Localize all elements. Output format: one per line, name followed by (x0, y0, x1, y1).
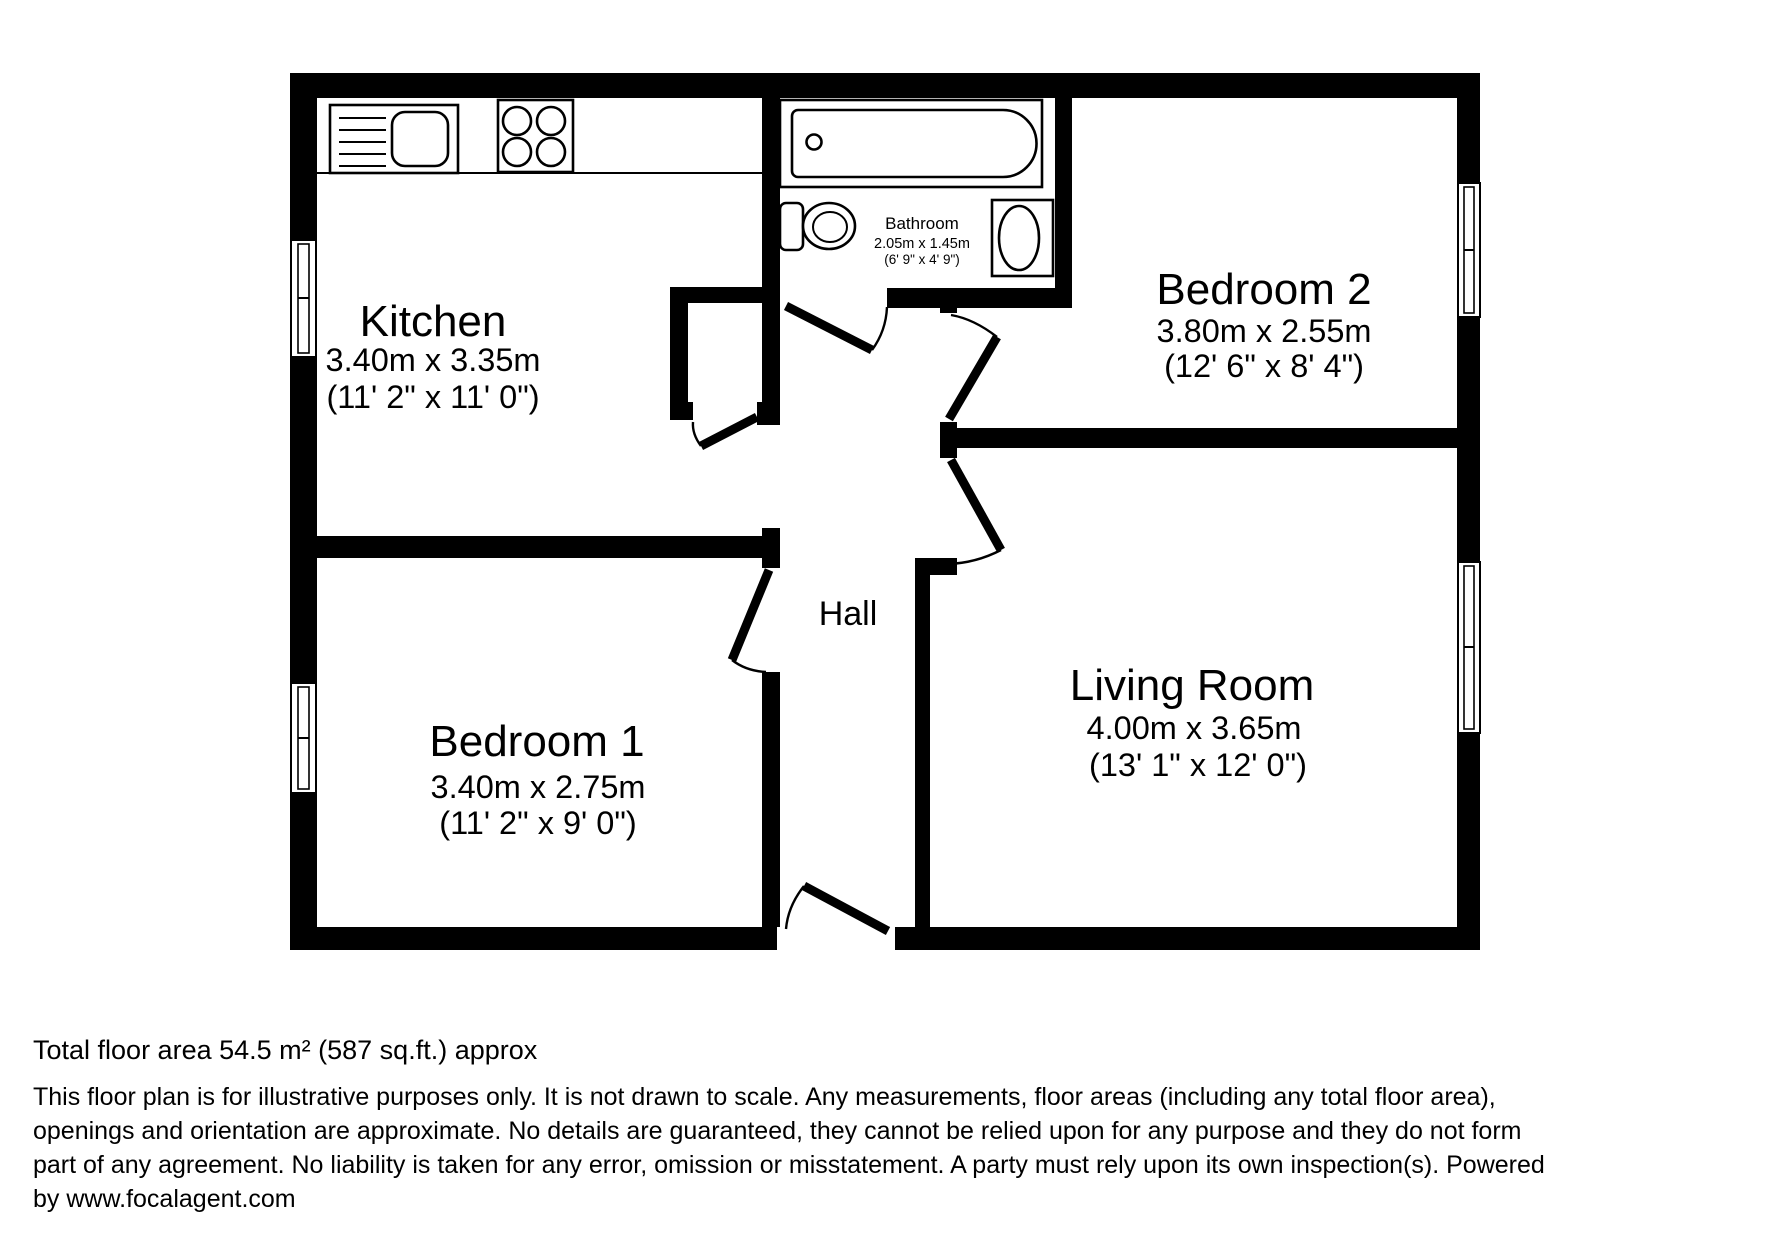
kitchen-metric: 3.40m x 3.35m (325, 342, 541, 378)
living-room-imperial: (13' 1" x 12' 0") (1089, 747, 1307, 783)
door-icon-living-room (948, 460, 1001, 564)
kitchen-name: Kitchen (359, 297, 507, 346)
wall-closet-stub-left (670, 402, 693, 420)
bathroom-metric: 2.05m x 1.45m (874, 236, 970, 252)
wall-top (290, 73, 1480, 98)
wall-right-lower (1457, 733, 1480, 950)
bathroom-imperial: (6' 9" x 4' 9") (884, 252, 960, 267)
wall-kitchen-bedroom1-divider (317, 536, 762, 558)
wall-bathroom-right (1055, 98, 1072, 308)
wall-living-west (915, 558, 930, 927)
wall-closet-left (670, 287, 688, 420)
wall-bedroom2-living-divider (957, 428, 1457, 448)
disclaimer-line-3: part of any agreement. No liability is taken for any error, omission or misstatement. A party must rely upon its own inspection(s). Powered (33, 1151, 1545, 1179)
window-icon-bedroom1 (291, 683, 316, 793)
living-room-metric: 4.00m x 3.65m (1086, 710, 1302, 746)
room-label-bedroom2 (1156, 265, 1371, 384)
room-label-kitchen (326, 297, 541, 415)
wall-right-middle (1457, 317, 1480, 562)
bedroom2-name: Bedroom 2 (1156, 265, 1372, 314)
wall-left-lower (290, 793, 317, 950)
kitchen-sink-icon (330, 105, 458, 173)
disclaimer-line-4: by www.focalagent.com (33, 1185, 296, 1213)
door-icon-bedroom1 (732, 570, 769, 672)
window-icon-kitchen (291, 240, 316, 357)
door-icon-entrance (786, 886, 888, 931)
room-label-bathroom (874, 214, 970, 267)
wall-closet-stub-right (757, 402, 780, 425)
door-icon-bedroom2 (949, 315, 997, 419)
bedroom1-imperial: (11' 2" x 9' 0") (439, 805, 637, 841)
bedroom2-metric: 3.80m x 2.55m (1156, 313, 1372, 349)
room-label-hall (819, 595, 878, 633)
kitchen-imperial: (11' 2" x 11' 0") (326, 379, 540, 415)
hob-icon (498, 100, 573, 172)
door-icon-bathroom (786, 306, 887, 350)
wall-right-upper (1457, 73, 1480, 183)
wall-left-middle (290, 357, 317, 683)
room-label-bedroom1 (429, 717, 645, 841)
window-icon-bedroom2 (1458, 183, 1480, 317)
window-icon-living-room (1458, 562, 1480, 733)
disclaimer-line-1: This floor plan is for illustrative purposes only. It is not drawn to scale. Any measurements, floor areas (including any total floor area), (33, 1083, 1496, 1111)
wall-bedroom1-hall-divider (762, 672, 780, 927)
footer (33, 1035, 1545, 1213)
wall-bedroom2-stub (940, 302, 957, 313)
bedroom1-metric: 3.40m x 2.75m (430, 769, 646, 805)
wall-bottom-left (290, 927, 777, 950)
disclaimer-line-2: openings and orientation are approximate. No details are guaranteed, they cannot be relied upon for any purpose and they do not form (33, 1117, 1522, 1145)
wall-bedroom2-junction (940, 422, 957, 458)
wall-bedroom1-door-block (762, 528, 780, 568)
bedroom2-imperial: (12' 6" x 8' 4") (1164, 348, 1364, 384)
bathroom-name: Bathroom (885, 214, 959, 233)
wall-left-upper (290, 73, 317, 240)
door-icon-closet (693, 417, 757, 446)
room-label-living-room (1070, 661, 1315, 783)
room-labels (326, 214, 1372, 841)
total-floor-area: Total floor area 54.5 m² (587 sq.ft.) approx (33, 1035, 538, 1065)
bathtub-icon (780, 100, 1042, 187)
bedroom1-name: Bedroom 1 (429, 717, 645, 766)
hall-name: Hall (818, 595, 878, 633)
wall-bathroom-bottom (887, 288, 1072, 308)
toilet-icon (780, 203, 855, 250)
kitchen-fixtures (317, 100, 762, 173)
wall-kitchen-divider (762, 98, 780, 425)
wash-basin-icon (992, 200, 1053, 276)
living-room-name: Living Room (1069, 661, 1315, 710)
wall-bottom-right (895, 927, 1480, 950)
